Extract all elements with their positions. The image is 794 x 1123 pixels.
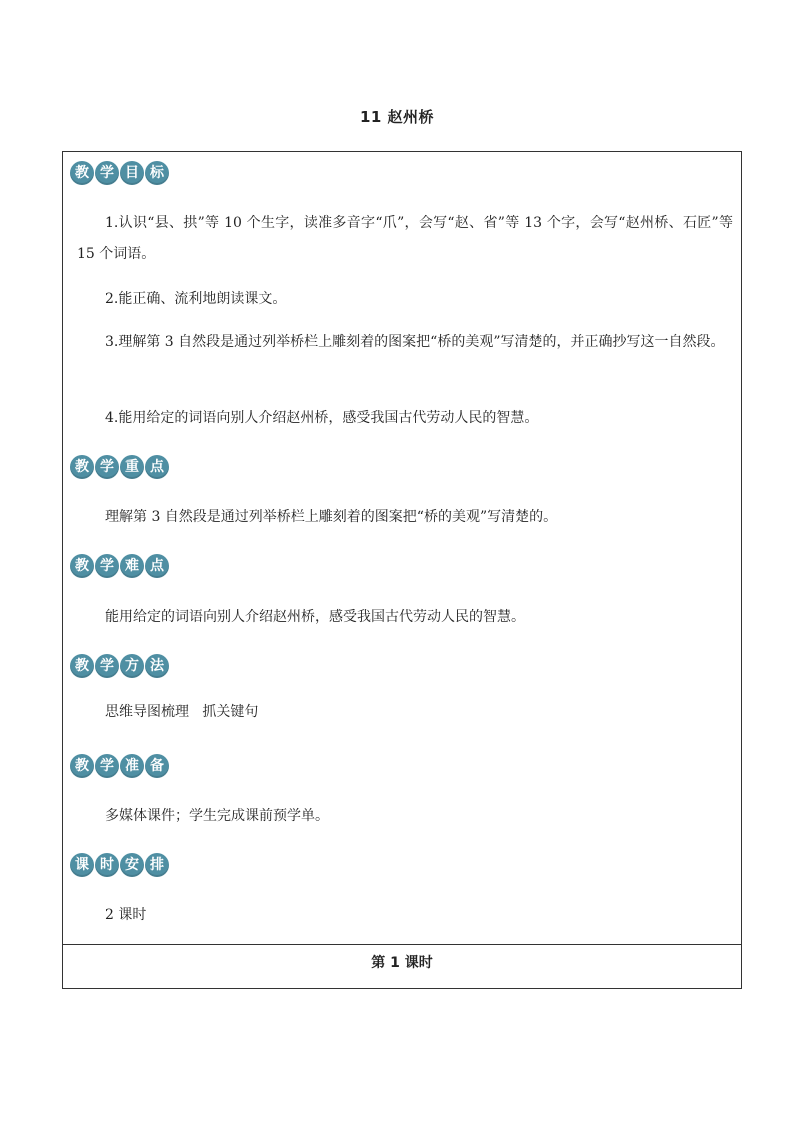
heading-badge: 备 xyxy=(145,754,169,778)
heading-badge: 学 xyxy=(95,455,119,479)
goal-item-1: 1.认识“县、拱”等 10 个生字，读准多音字“爪”，会写“赵、省”等 13 个字，会写“赵州桥、石匠”等 15 个词语。 xyxy=(77,215,733,262)
heading-badge: 排 xyxy=(145,853,169,877)
heading-badge: 安 xyxy=(120,853,144,877)
key-point-text: 理解第 3 自然段是通过列举桥栏上雕刻着的图案把“桥的美观”写清楚的。 xyxy=(105,509,558,525)
section-heading-difficulties xyxy=(70,554,169,578)
section-heading-teaching-goals xyxy=(70,161,169,185)
heading-badge: 教 xyxy=(70,455,94,479)
methods-text: 思维导图梳理 抓关键句 xyxy=(105,704,259,720)
difficulty-text: 能用给定的词语向别人介绍赵州桥，感受我国古代劳动人民的智慧。 xyxy=(105,609,525,625)
lesson-period-label: 第 1 课时 xyxy=(371,955,433,971)
heading-badge: 重 xyxy=(120,455,144,479)
table-row-divider xyxy=(63,944,741,945)
heading-badge: 法 xyxy=(145,654,169,678)
heading-badge: 时 xyxy=(95,853,119,877)
heading-badge: 教 xyxy=(70,161,94,185)
section-heading-schedule xyxy=(70,853,169,877)
goal-item-3: 3.理解第 3 自然段是通过列举桥栏上雕刻着的图案把“桥的美观”写清楚的，并正确抄写这一自然段。 xyxy=(105,334,725,350)
preparation-text: 多媒体课件；学生完成课前预学单。 xyxy=(105,808,329,824)
heading-badge: 学 xyxy=(95,161,119,185)
page-title: 11 赵州桥 xyxy=(359,108,435,126)
heading-badge: 教 xyxy=(70,754,94,778)
heading-badge: 教 xyxy=(70,654,94,678)
lesson-plan-table xyxy=(62,151,742,989)
heading-badge: 点 xyxy=(145,554,169,578)
heading-badge: 方 xyxy=(120,654,144,678)
section-heading-preparation xyxy=(70,754,169,778)
goal-item-2: 2.能正确、流利地朗读课文。 xyxy=(105,291,287,307)
schedule-text: 2 课时 xyxy=(105,907,147,923)
heading-badge: 课 xyxy=(70,853,94,877)
section-heading-methods xyxy=(70,654,169,678)
heading-badge: 目 xyxy=(120,161,144,185)
section-heading-key-points xyxy=(70,455,169,479)
goal-item-4: 4.能用给定的词语向别人介绍赵州桥，感受我国古代劳动人民的智慧。 xyxy=(105,410,539,426)
heading-badge: 准 xyxy=(120,754,144,778)
heading-badge: 难 xyxy=(120,554,144,578)
heading-badge: 学 xyxy=(95,654,119,678)
heading-badge: 教 xyxy=(70,554,94,578)
heading-badge: 学 xyxy=(95,754,119,778)
heading-badge: 标 xyxy=(145,161,169,185)
heading-badge: 学 xyxy=(95,554,119,578)
heading-badge: 点 xyxy=(145,455,169,479)
